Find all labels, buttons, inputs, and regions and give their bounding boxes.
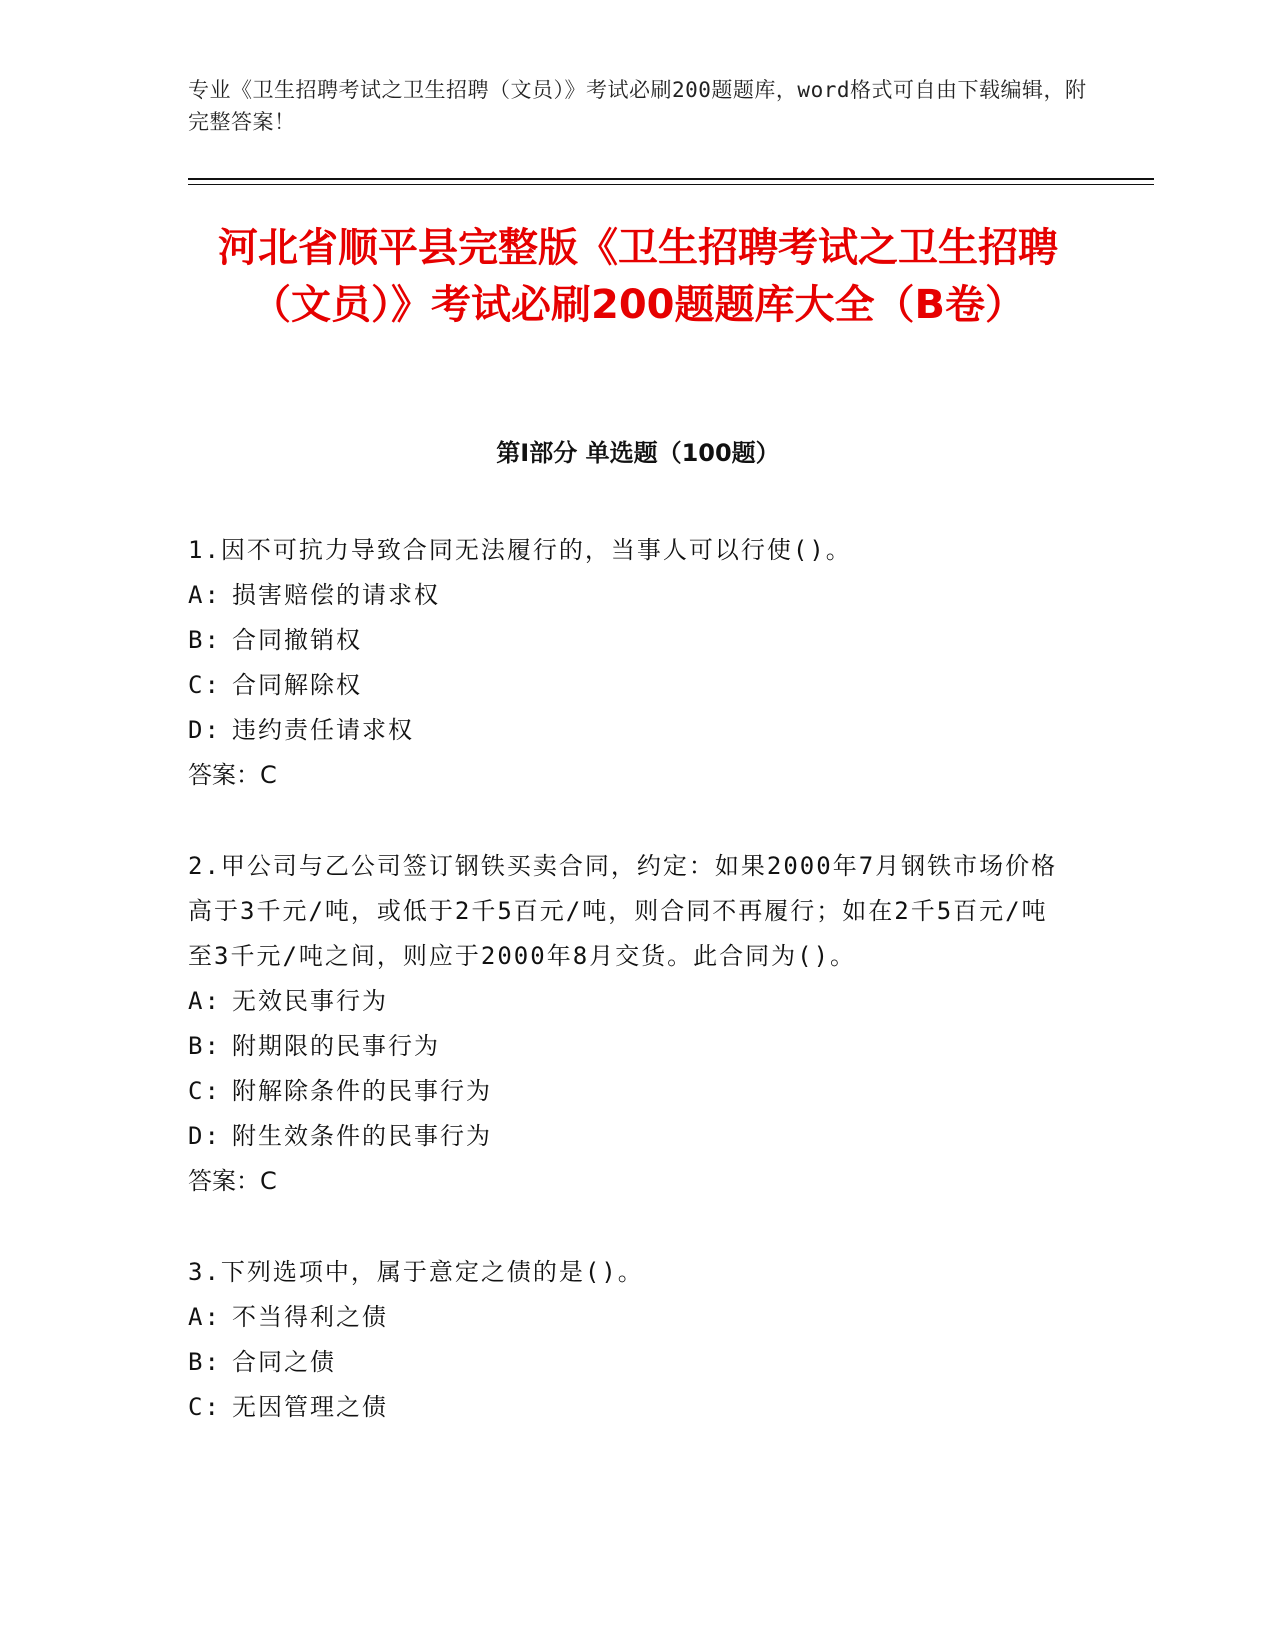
option-text: 附期限的民事行为: [232, 1032, 440, 1060]
option-b: [188, 618, 1068, 663]
option-text: 无因管理之债: [232, 1393, 388, 1421]
option-c: [188, 1385, 1068, 1430]
header-divider-thick: [188, 178, 1154, 180]
option-key: B:: [188, 1348, 221, 1376]
option-text: 合同解除权: [232, 671, 362, 699]
section-title: 第Ⅰ部分 单选题（100题）: [496, 439, 780, 467]
option-a: [188, 573, 1068, 618]
option-c: [188, 663, 1068, 708]
option-key: C:: [188, 671, 221, 699]
option-text: 附生效条件的民事行为: [232, 1122, 492, 1150]
option-a: [188, 979, 1068, 1024]
question-list: [188, 528, 1068, 1476]
option-c: [188, 1069, 1068, 1114]
option-key: B:: [188, 1032, 221, 1060]
option-a: [188, 1295, 1068, 1340]
header-note: 专业《卫生招聘考试之卫生招聘（文员）》考试必刷200题题库，word格式可自由下载编辑，附完整答案！: [188, 78, 1087, 134]
option-b: [188, 1024, 1068, 1069]
option-b: [188, 1340, 1068, 1385]
option-d: [188, 708, 1068, 753]
option-d: [188, 1114, 1068, 1159]
answer: 答案：C: [188, 1167, 277, 1195]
question-stem: 3.下列选项中，属于意定之债的是()。: [188, 1258, 644, 1286]
option-text: 合同之债: [232, 1348, 336, 1376]
option-key: A:: [188, 987, 221, 1015]
option-key: D:: [188, 716, 221, 744]
option-text: 损害赔偿的请求权: [232, 581, 440, 609]
answer: 答案：C: [188, 761, 277, 789]
question-1: [188, 528, 1068, 798]
option-key: C:: [188, 1393, 221, 1421]
header-divider-thin: [188, 184, 1154, 185]
option-key: A:: [188, 1303, 221, 1331]
document-title: 河北省顺平县完整版《卫生招聘考试之卫生招聘（文员）》考试必刷200题题库大全（B卷）: [218, 225, 1058, 328]
question-3: [188, 1250, 1068, 1430]
option-text: 无效民事行为: [232, 987, 388, 1015]
option-key: C:: [188, 1077, 221, 1105]
option-key: D:: [188, 1122, 221, 1150]
option-text: 合同撤销权: [232, 626, 362, 654]
option-text: 不当得利之债: [232, 1303, 388, 1331]
option-key: B:: [188, 626, 221, 654]
option-key: A:: [188, 581, 221, 609]
question-2: [188, 844, 1068, 1204]
question-stem: 1.因不可抗力导致合同无法履行的，当事人可以行使()。: [188, 536, 852, 564]
option-text: 附解除条件的民事行为: [232, 1077, 492, 1105]
option-text: 违约责任请求权: [232, 716, 414, 744]
question-stem: 2.甲公司与乙公司签订钢铁买卖合同，约定：如果2000年7月钢铁市场价格高于3千元/吨，或低于2千5百元/吨，则合同不再履行；如在2千5百元/吨至3千元/吨之间，则应于2000年8月交货。此合同为()。: [188, 852, 1058, 970]
